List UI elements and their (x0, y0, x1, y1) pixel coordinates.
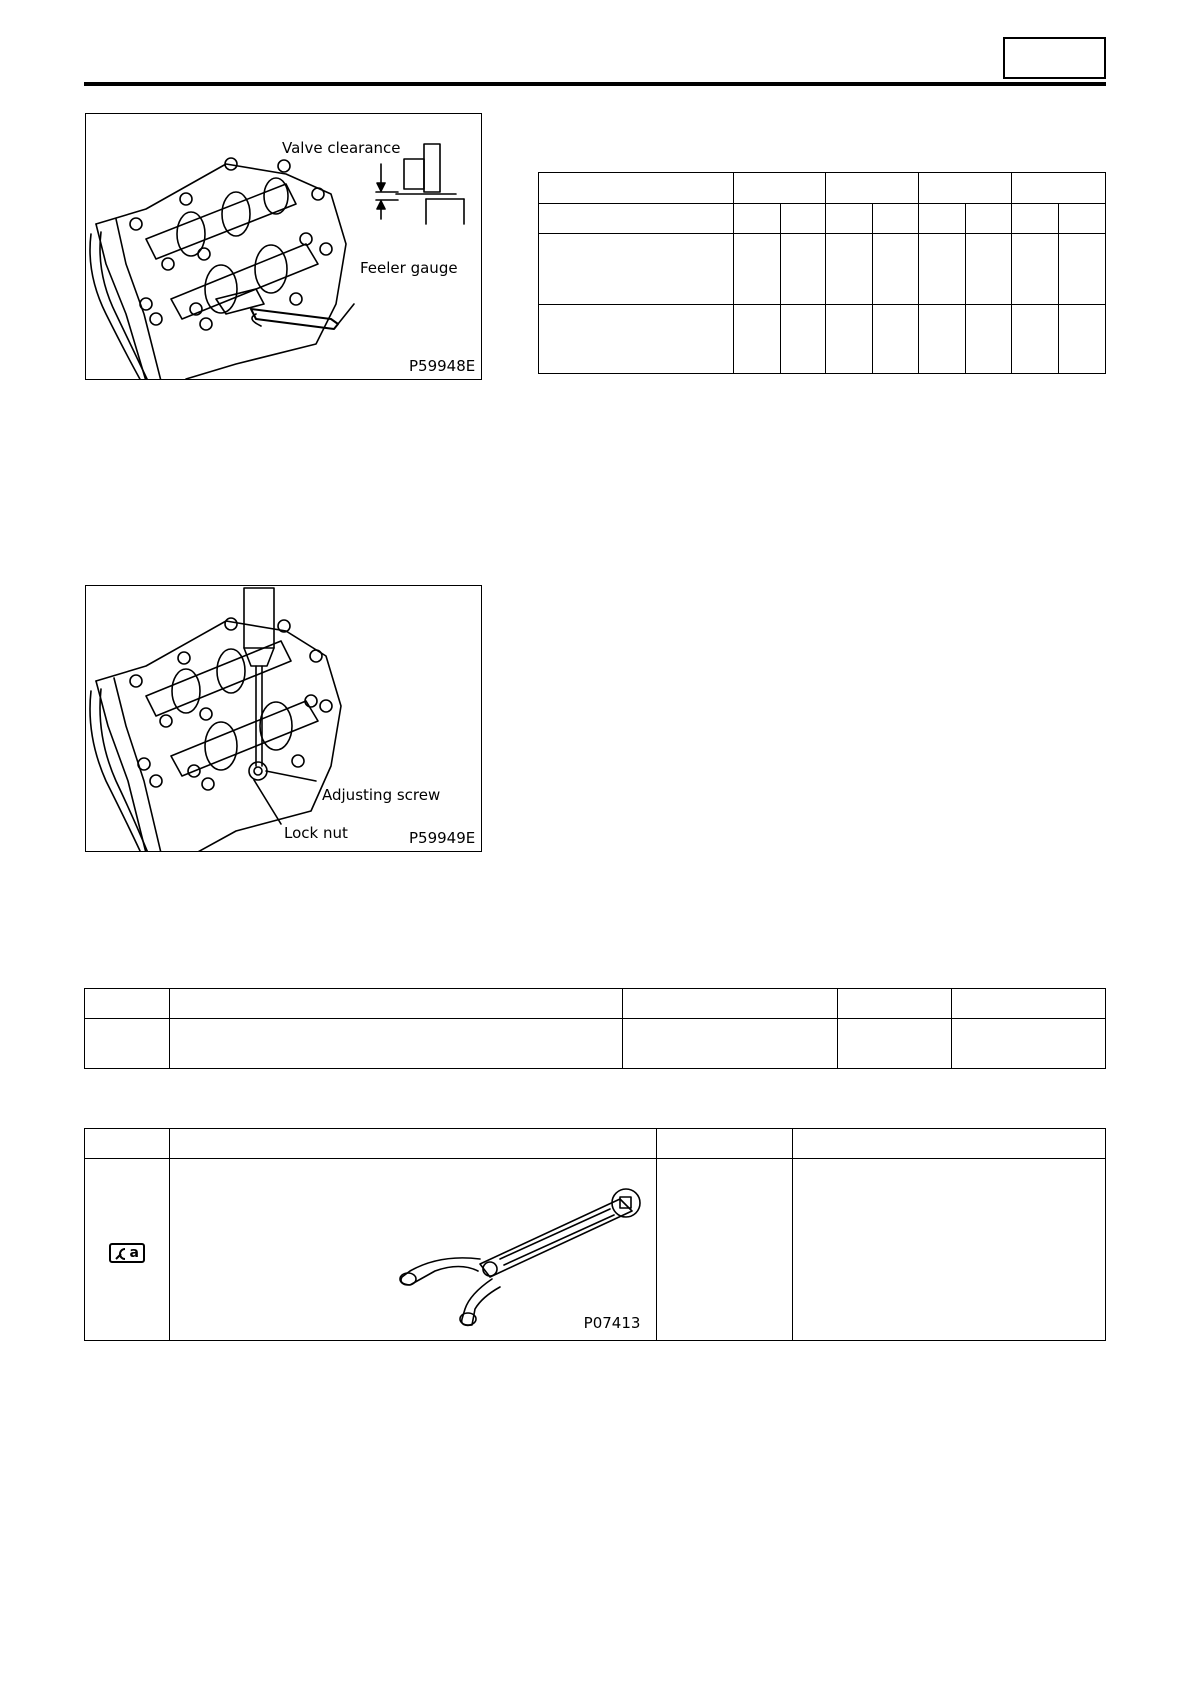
adjusting-screw-label: Adjusting screw (322, 786, 441, 804)
table-cell (966, 204, 1012, 234)
tool-drawing-code: P07413 (583, 1314, 641, 1332)
table-row (85, 1159, 1106, 1341)
table-cell (1012, 305, 1059, 374)
figure-code: P59948E (409, 357, 476, 375)
table-cell (826, 173, 919, 204)
table-subheader-row (539, 204, 1106, 234)
table-cell (873, 204, 919, 234)
table-cell (657, 1129, 793, 1159)
table-cell (657, 1159, 793, 1341)
special-tool-table (84, 1128, 1106, 1341)
table-row (539, 305, 1106, 374)
table-cell (623, 1019, 838, 1069)
table-cell (1058, 204, 1105, 234)
spanner-wrench-drawing (170, 1159, 656, 1339)
figure-valve-adjust (85, 585, 482, 852)
table-cell (873, 305, 919, 374)
feeler-gauge-label: Feeler gauge (360, 259, 458, 277)
tightening-torque-table (84, 988, 1106, 1069)
table-cell (733, 234, 780, 305)
header-rule (84, 82, 1106, 86)
table-header-row (85, 1129, 1106, 1159)
table-cell (169, 1129, 657, 1159)
table-row (85, 1019, 1106, 1069)
table-cell (85, 1019, 170, 1069)
figure-valve-clearance (85, 113, 482, 380)
table-cell (793, 1159, 1106, 1341)
table-cell (539, 305, 734, 374)
table-cell (169, 989, 623, 1019)
table-cell (780, 234, 826, 305)
table-cell (1012, 173, 1106, 204)
table-cell (733, 204, 780, 234)
wrench-a-icon: a (109, 1243, 145, 1263)
tool-drawing-cell (169, 1159, 657, 1341)
table-cell (780, 305, 826, 374)
table-row (539, 234, 1106, 305)
figure-code: P59949E (409, 829, 476, 847)
table-cell (85, 1129, 170, 1159)
table-cell (826, 305, 873, 374)
table-cell (1012, 234, 1059, 305)
table-cell (733, 305, 780, 374)
table-cell (919, 204, 966, 234)
lock-nut-label: Lock nut (284, 824, 348, 842)
table-cell (1058, 234, 1105, 305)
table-header-row (85, 989, 1106, 1019)
table-cell (169, 1019, 623, 1069)
table-cell (966, 305, 1012, 374)
table-header-row (539, 173, 1106, 204)
table-cell (1058, 305, 1105, 374)
table-cell (952, 989, 1106, 1019)
table-cell (539, 204, 734, 234)
table-cell (919, 234, 966, 305)
table-cell (952, 1019, 1106, 1069)
table-cell (793, 1129, 1106, 1159)
table-cell (1012, 204, 1059, 234)
table-cell (966, 234, 1012, 305)
table-cell (826, 204, 873, 234)
table-cell (623, 989, 838, 1019)
table-cell (539, 173, 734, 204)
table-cell (838, 989, 952, 1019)
table-cell (838, 1019, 952, 1069)
table-cell (919, 173, 1012, 204)
table-cell (780, 204, 826, 234)
table-cell (873, 234, 919, 305)
table-cell (85, 989, 170, 1019)
table-cell (919, 305, 966, 374)
table-cell (826, 234, 873, 305)
table-cell (539, 234, 734, 305)
tool-symbol-cell (85, 1159, 170, 1341)
valve-clearance-label: Valve clearance (282, 139, 401, 157)
valve-clearance-table (538, 172, 1106, 374)
table-cell (733, 173, 826, 204)
section-tag-box (1003, 37, 1106, 79)
engine-head-illustration-2 (86, 586, 482, 852)
